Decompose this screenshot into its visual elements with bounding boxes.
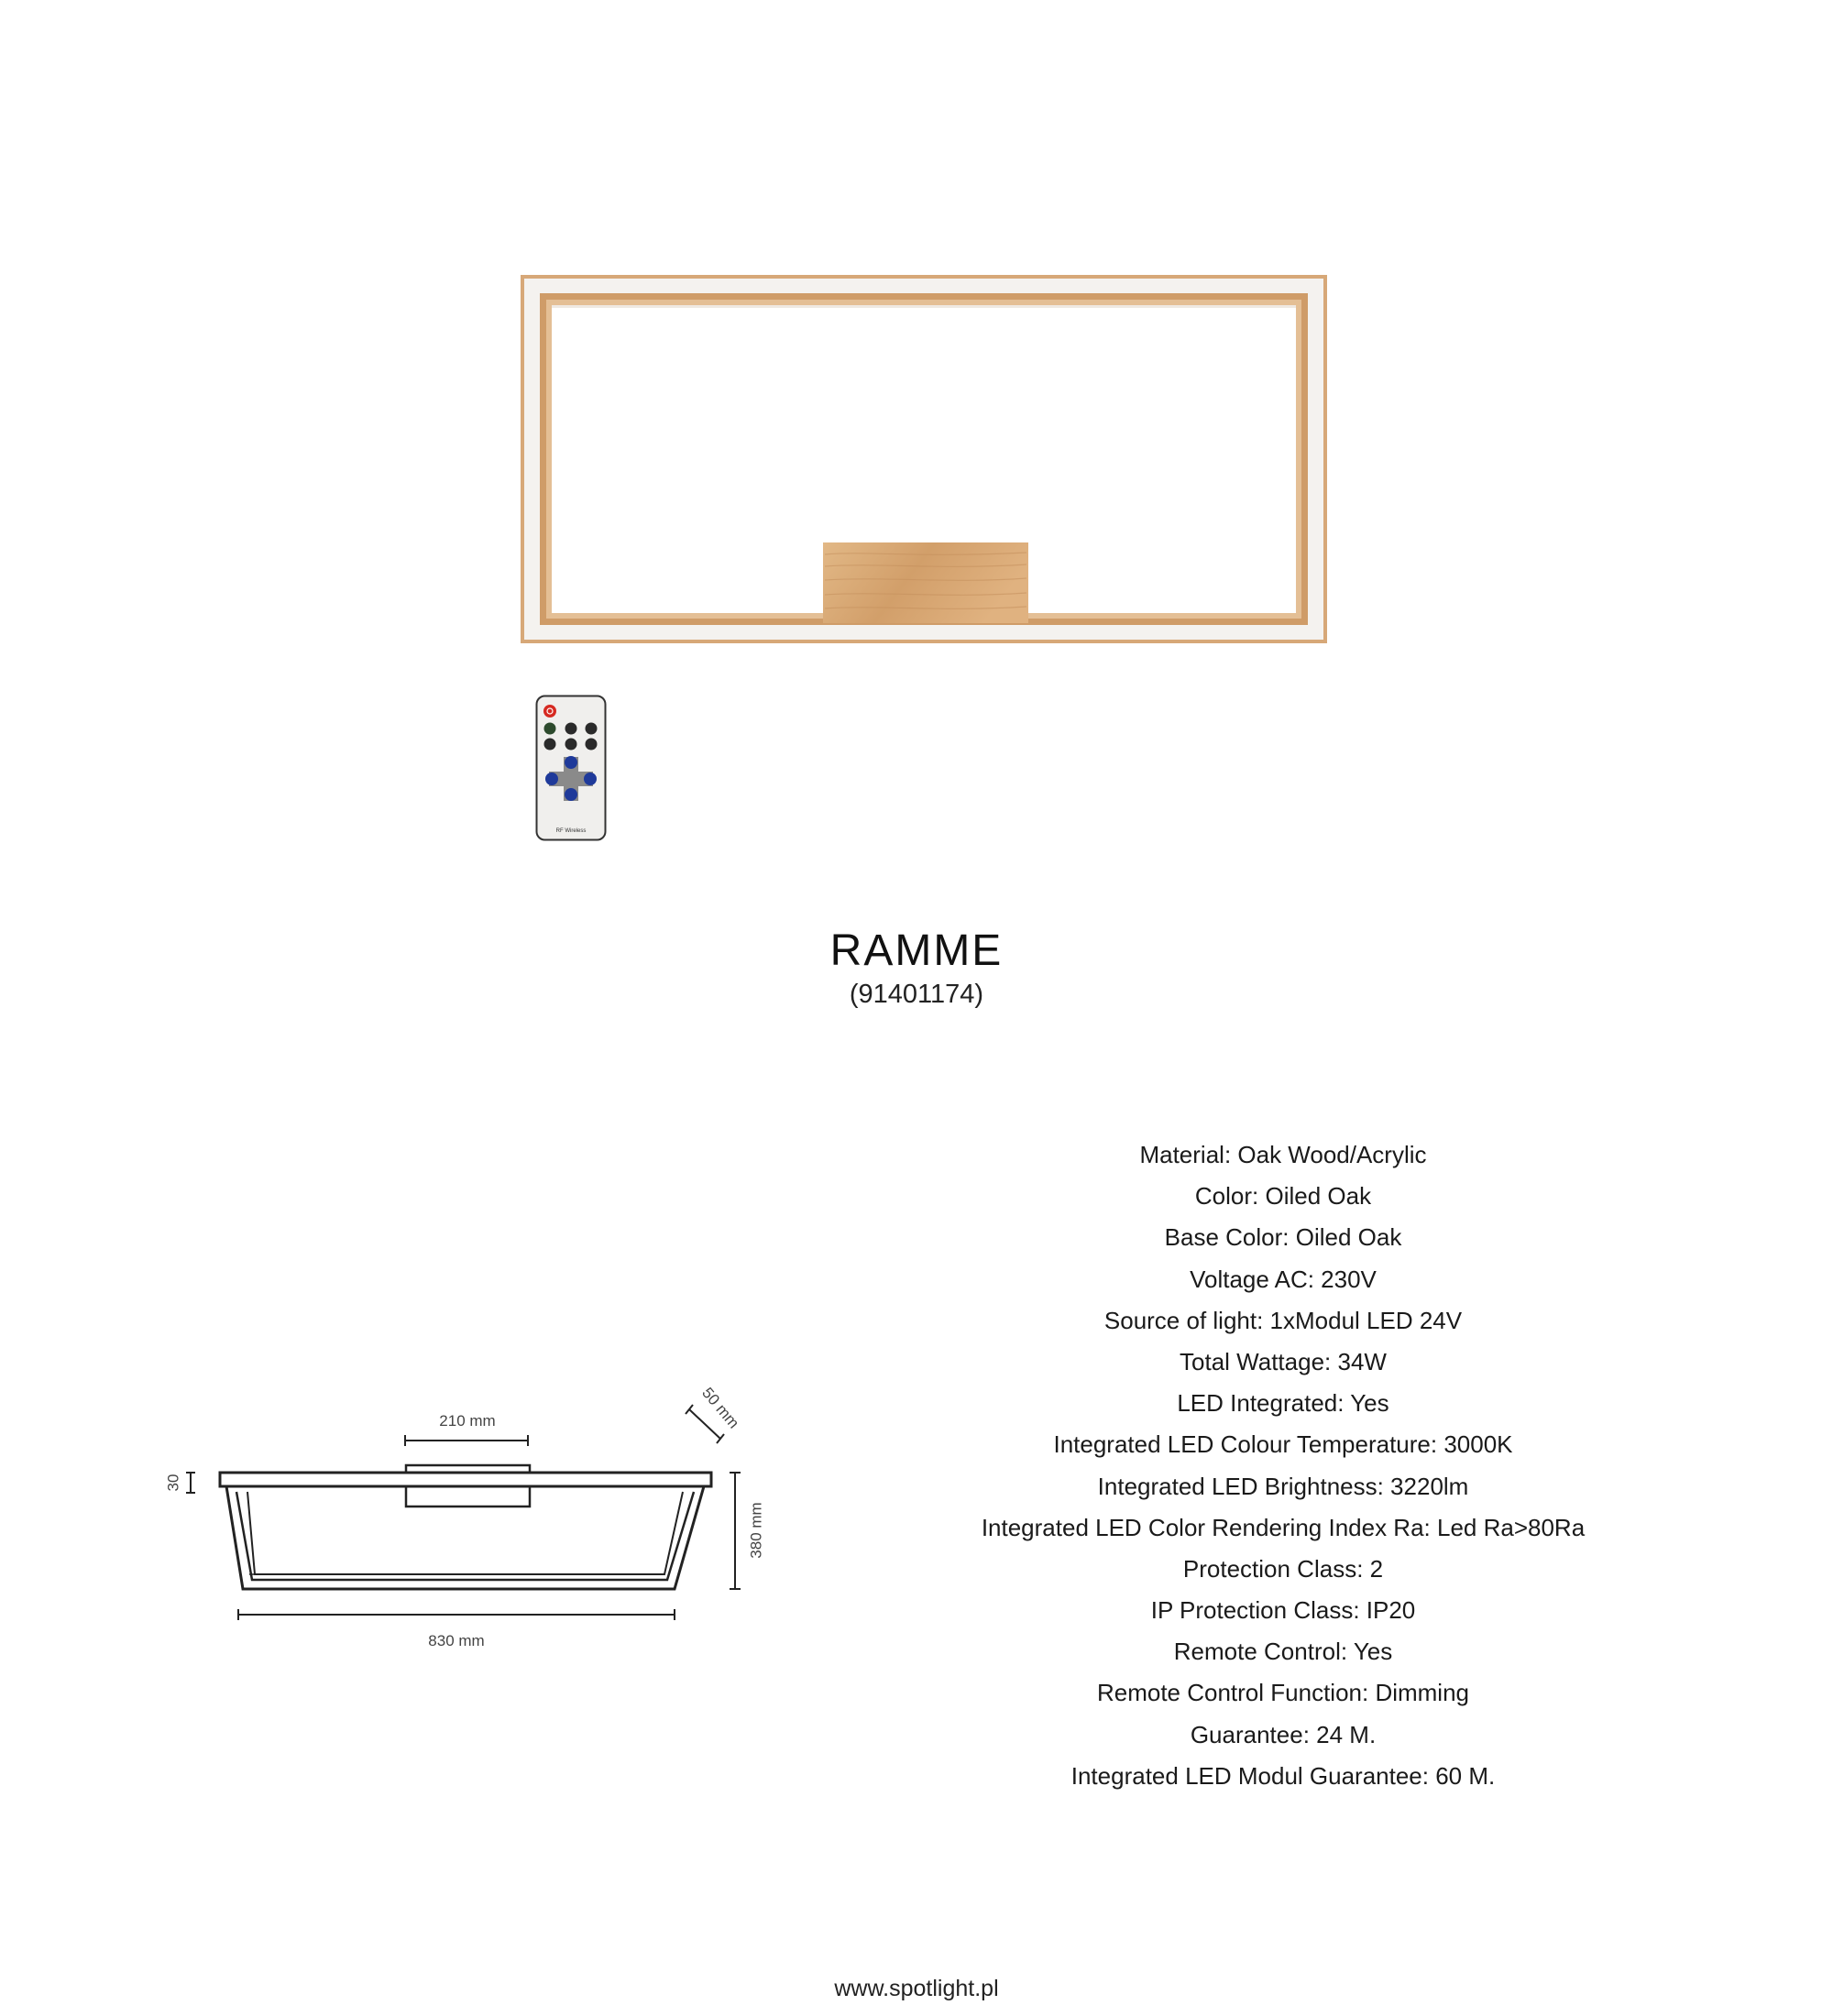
spec-remote-function: Remote Control Function: Dimming [1096, 1679, 1470, 1707]
dimension-depth-label: 50 mm [698, 1384, 743, 1432]
spec-brightness: Integrated LED Brightness: 3220lm [1097, 1472, 1469, 1500]
remote-label: RF Wireless [555, 828, 587, 834]
spec-total-wattage: Total Wattage: 34W [1180, 1347, 1387, 1375]
dimension-height-label: 30 [164, 1474, 182, 1492]
product-photo [521, 275, 1327, 643]
spec-colour-temperature: Integrated LED Colour Temperature: 3000K [1053, 1430, 1513, 1459]
product-code: (91401174) [849, 980, 984, 1009]
spec-remote-control: Remote Control: Yes [1173, 1638, 1393, 1666]
remote-control-image [535, 695, 607, 841]
spec-material: Material: Oak Wood/Acrylic [1139, 1141, 1427, 1168]
spec-protection-class: Protection Class: 2 [1182, 1554, 1384, 1583]
spec-cri: Integrated LED Color Rendering Index Ra: Led Ra>80Ra [981, 1513, 1586, 1541]
spec-ip-class: IP Protection Class: IP20 [1150, 1596, 1416, 1625]
spec-base-color: Base Color: Oiled Oak [1164, 1223, 1402, 1252]
spec-voltage: Voltage AC: 230V [1190, 1265, 1377, 1293]
dimension-drawing [147, 1365, 788, 1649]
dimension-panel-height-label: 380 mm [747, 1502, 765, 1559]
product-name: RAMME [829, 926, 1004, 975]
spec-led-integrated: LED Integrated: Yes [1177, 1389, 1389, 1418]
spec-led-module-guarantee: Integrated LED Modul Guarantee: 60 M. [1070, 1761, 1496, 1790]
product-title-block [0, 926, 1833, 1010]
footer-website-link[interactable]: www.spotlight.pl [834, 1976, 999, 2001]
spec-guarantee: Guarantee: 24 M. [1190, 1720, 1377, 1748]
dimension-base-width-label: 210 mm [439, 1412, 496, 1430]
spec-color: Color: Oiled Oak [1194, 1182, 1372, 1211]
spec-light-source: Source of light: 1xModul LED 24V [1103, 1306, 1463, 1334]
dimension-total-width-label: 830 mm [428, 1632, 485, 1649]
spec-list [935, 1134, 1631, 1797]
